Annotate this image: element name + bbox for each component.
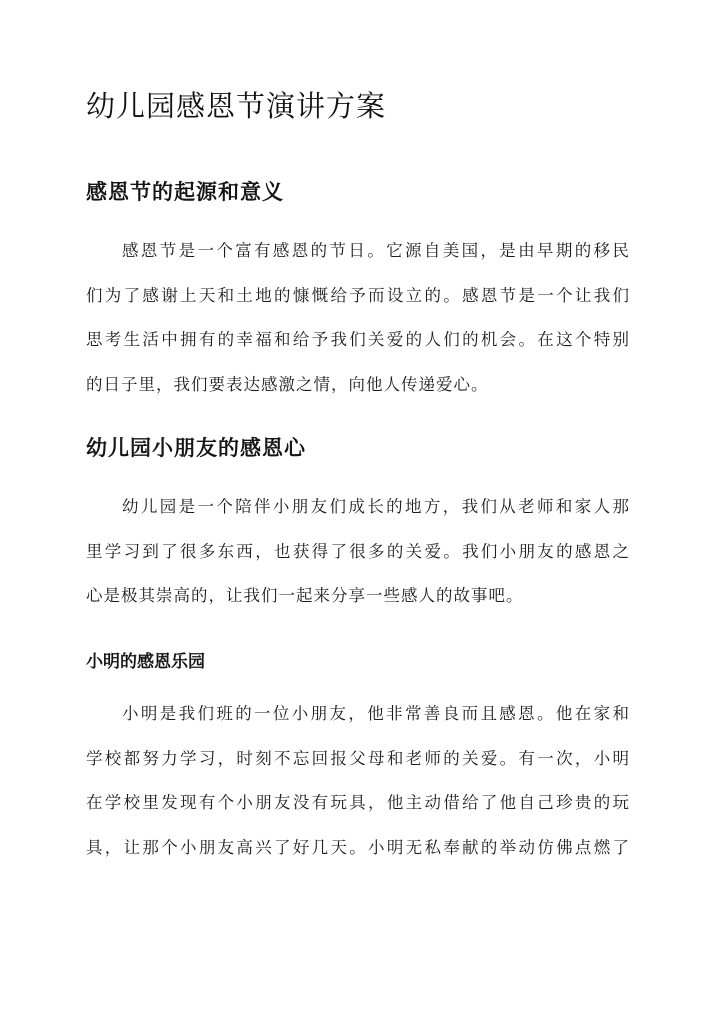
paragraph-line: 具，让那个小朋友高兴了好几天。小明无私奉献的举动仿佛点燃了 — [86, 837, 630, 857]
paragraph-line: 学校都努力学习，时刻不忘回报父母和老师的关爱。有一次，小明 — [86, 748, 630, 768]
paragraph-line: 们为了感谢上天和土地的慷慨给予而设立的。感恩节是一个让我们 — [86, 285, 630, 305]
paragraph-line: 在学校里发现有个小朋友没有玩具，他主动借给了他自己珍贵的玩 — [86, 793, 630, 812]
section-paragraph-kindergarten — [86, 496, 630, 630]
section-heading-origin: 感恩节的起源和意义 — [86, 179, 284, 204]
section-heading-xiaoming: 小明的感恩乐园 — [86, 652, 205, 672]
paragraph-line: 感恩节是一个富有感恩的节日。它源自美国，是由早期的移民 — [122, 241, 630, 260]
paragraph-line: 的日子里，我们要表达感激之情，向他人传递爱心。 — [86, 374, 489, 394]
paragraph-line: 幼儿园是一个陪伴小朋友们成长的地方，我们从老师和家人那 — [122, 497, 630, 516]
paragraph-line: 心是极其崇高的，让我们一起来分享一些感人的故事吧。 — [86, 586, 524, 605]
section-paragraph-xiaoming — [86, 703, 630, 881]
paragraph-line: 小明是我们班的一位小朋友，他非常善良而且感恩。他在家和 — [122, 704, 630, 723]
section-heading-kindergarten: 幼儿园小朋友的感恩心 — [86, 435, 306, 460]
section-paragraph-origin — [86, 240, 630, 418]
paragraph-line: 里学习到了很多东西，也获得了很多的关爱。我们小朋友的感恩之 — [86, 541, 630, 561]
document-title: 幼儿园感恩节演讲方案 — [86, 89, 387, 123]
paragraph-line: 思考生活中拥有的幸福和给予我们关爱的人们的机会。在这个特别 — [86, 330, 630, 349]
